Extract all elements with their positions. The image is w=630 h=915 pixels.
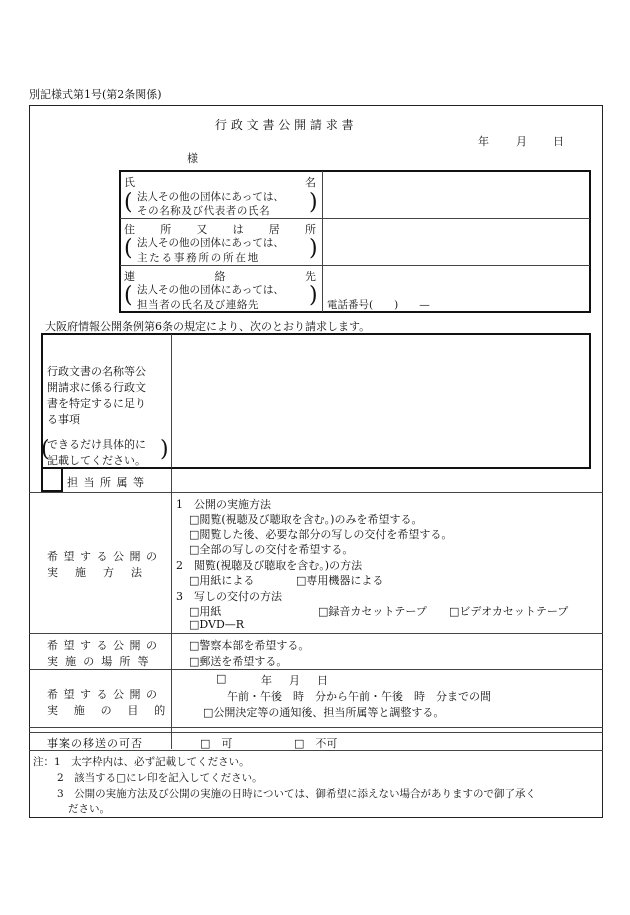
note-3: 3 公開の実施方法及び公開の実施の日時については、御希望に添えない場合がありますので御了承く — [57, 788, 536, 800]
purpose-day: 日 — [317, 674, 328, 687]
method-option-view-only[interactable]: □閲覧(視聴及び聴取を含む。)のみを希望する。 — [189, 513, 423, 526]
view-option-paper[interactable]: □用紙による — [189, 574, 255, 587]
place-label-2: 実 施 の 場 所 等 — [47, 655, 151, 668]
note-1: 注：1 太字枠内は、必ず記載してください。 — [33, 756, 250, 768]
purpose-date-checkbox[interactable]: □ — [216, 672, 227, 685]
name-note-1: 法人その他の団体にあっては、 — [137, 191, 284, 203]
date-month: 月 — [516, 135, 527, 148]
contact-input[interactable] — [330, 270, 585, 292]
method-option-full-copy[interactable]: □全部の写しの交付を希望する。 — [189, 543, 354, 556]
name-input[interactable] — [330, 180, 585, 210]
transfer-option-yes[interactable]: □ 可 — [200, 737, 233, 750]
purpose-label-1: 希 望 す る 公 開 の — [47, 688, 158, 701]
request-statement: 大阪府情報公開条例第6条の規定により、次のとおり請求します。 — [45, 320, 371, 333]
note-2: 2 該当する□にレ印を記入してください。 — [57, 772, 263, 784]
copy-option-audio-cassette[interactable]: □録音カセットテープ — [318, 605, 427, 618]
address-label: 住 所 又 は 居 所 — [124, 223, 316, 236]
form-title: 行 政 文 書 公 開 請 求 書 — [215, 118, 354, 132]
address-note-1: 法人その他の団体にあっては、 — [137, 237, 284, 249]
place-option-police-hq[interactable]: □警察本部を希望する。 — [189, 639, 310, 652]
form-reference: 別記様式第1号(第2条関係) — [29, 88, 162, 101]
purpose-month: 月 — [289, 674, 300, 687]
place-label-1: 希 望 す る 公 開 の — [47, 639, 158, 652]
name-label-end: 名 — [305, 176, 316, 189]
copy-option-dvd[interactable]: □DVD—R — [189, 618, 245, 631]
method-heading-2: 2 閲覧(視聴及び聴取を含む。)の方法 — [176, 559, 363, 572]
purpose-year: 年 — [261, 674, 272, 687]
copy-option-paper[interactable]: □用紙 — [189, 605, 222, 618]
transfer-option-no[interactable]: □ 不可 — [294, 737, 338, 750]
date-year: 年 — [478, 135, 489, 148]
document-label: 行政文書の名称等公 開請求に係る行政文 書を特定するに足り る事項 — [47, 365, 146, 426]
method-label-1: 希 望 す る 公 開 の — [47, 550, 158, 563]
place-option-mail[interactable]: □郵送を希望する。 — [189, 655, 288, 668]
phone-number-field[interactable]: 電話番号( ) — — [327, 299, 430, 311]
note-3-continued: ださい。 — [68, 803, 110, 815]
department-label: 担 当 所 属 等 — [67, 476, 145, 489]
contact-note-2: 担当者の氏名及び連絡先 — [137, 299, 260, 311]
document-hint: できるだけ具体的に 記載してください。 — [47, 438, 146, 467]
contact-label: 連 絡 先 — [124, 270, 316, 283]
view-option-device[interactable]: □専用機器による — [296, 574, 384, 587]
purpose-option-coordinate[interactable]: □公開決定等の通知後、担当所属等と調整する。 — [203, 706, 445, 719]
purpose-label-2: 実 施 の 目 的 — [47, 704, 168, 717]
department-input[interactable] — [178, 472, 588, 490]
name-note-2: その名称及び代表者の氏名 — [137, 205, 271, 217]
method-heading-3: 3 写しの交付の方法 — [176, 590, 282, 603]
method-option-view-then-copy[interactable]: □閲覧した後、必要な部分の写しの交付を希望する。 — [189, 528, 453, 541]
address-note-2: 主たる事務所の所在地 — [137, 252, 260, 264]
address-input[interactable] — [330, 226, 585, 256]
date-day: 日 — [553, 135, 564, 148]
method-heading-1: 1 公開の実施方法 — [176, 498, 271, 511]
method-label-2: 実 施 方 法 — [47, 566, 145, 579]
name-label: 氏 — [124, 176, 135, 189]
purpose-time-range[interactable]: 午前・午後 時 分から午前・午後 時 分までの間 — [227, 690, 491, 703]
transfer-label: 事案の移送の可否 — [47, 737, 143, 750]
copy-option-video-cassette[interactable]: □ビデオカセットテープ — [449, 605, 569, 618]
contact-note-1: 法人その他の団体にあっては、 — [137, 284, 284, 296]
addressee-suffix: 様 — [187, 152, 198, 165]
document-description-input[interactable] — [180, 342, 584, 460]
